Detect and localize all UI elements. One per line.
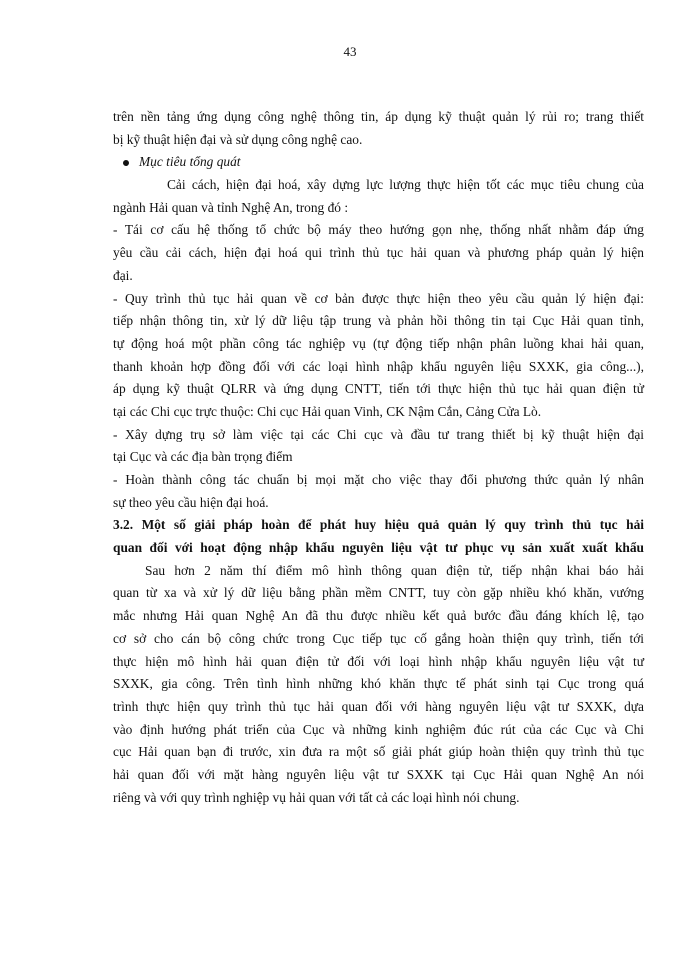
text-line: ngành Hải quan và tỉnh Nghệ An, trong đó : bbox=[113, 199, 349, 215]
list-item-line: yêu cầu cải cách, hiện đại hoá qui trình thủ tục hải quan và phương pháp quản lý hiện bbox=[113, 245, 644, 261]
list-item-line: - Xây dựng trụ sở làm việc tại các Chi cục và đầu tư trang thiết bị kỹ thuật hiện đại bbox=[113, 426, 644, 442]
objective-heading-text: Mục tiêu tổng quát bbox=[139, 154, 241, 170]
paragraph-line: Sau hơn 2 năm thí điểm mô hình thông quan điện tử, tiếp nhận khai báo hải bbox=[145, 562, 644, 578]
paragraph-line: vào định hướng phát triển của Cục và những kinh nghiệm đúc rút của các Cục và Chi bbox=[113, 721, 644, 737]
paragraph-line: quan từ xa và xử lý dữ liệu bằng phần mềm CNTT, tuy còn gặp nhiều khó khăn, vướng bbox=[113, 585, 644, 601]
list-item-line: tại Cục và các địa bàn trọng điểm bbox=[113, 449, 293, 465]
list-item-line: tiếp nhận thông tin, xử lý dữ liệu tập trung và phản hồi thông tin tại Cục Hải quan tỉnh, bbox=[113, 313, 644, 329]
list-item-line: sự theo yêu cầu hiện đại hoá. bbox=[113, 494, 269, 510]
text-line: bị kỹ thuật hiện đại và sử dụng công nghệ cao. bbox=[113, 131, 363, 147]
document-body bbox=[113, 106, 644, 809]
list-item-line: đại. bbox=[113, 267, 133, 283]
paragraph-line: hải quan đối với mặt hàng nguyên liệu vật tư SXXK tại Cục Hải quan Nghệ An nói bbox=[113, 766, 644, 782]
paragraph-line: trình thực hiện quy trình thủ tục hải quan đối với hàng nguyên liệu vật tư SXXK, dựa bbox=[113, 698, 644, 714]
list-item-line: - Tái cơ cấu hệ thống tổ chức bộ máy theo hướng gọn nhẹ, thống nhất nhằm đáp ứng bbox=[113, 222, 644, 238]
paragraph-line: cơ sở cho cán bộ công chức trong Cục tiếp tục cố gắng hoàn thiện quy trình, tiến tới bbox=[113, 630, 644, 646]
section-heading: 3.2. Một số giải pháp hoàn để phát huy hiệu quả quản lý quy trình thủ tục hải bbox=[113, 517, 644, 533]
list-item-line: - Quy trình thủ tục hải quan về cơ bản được thực hiện theo yêu cầu quản lý hiện đại: bbox=[113, 290, 644, 306]
list-item-line: tại các Chi cục trực thuộc: Chi cục Hải quan Vinh, CK Nậm Cắn, Cảng Cửa Lò. bbox=[113, 403, 542, 419]
paragraph-line: SXXK, gia công. Trên tình hình những khó khăn thực tế phát sinh tại Cục trong quá bbox=[113, 676, 644, 692]
bullet-icon bbox=[123, 160, 129, 166]
list-item-line: thanh khoản hợp đồng đối với các loại hình nhập khẩu nguyên liệu SXXK, gia công...), bbox=[113, 358, 644, 374]
paragraph-line: mắc nhưng Hải quan Nghệ An đã thu được nhiều kết quả bước đầu đáng khích lệ, tạo bbox=[113, 608, 644, 624]
section-heading: quan đối với hoạt động nhập khẩu nguyên liệu vật tư phục vụ sản xuất xuất khẩu bbox=[113, 540, 644, 556]
text-line: Cải cách, hiện đại hoá, xây dựng lực lượng thực hiện tốt các mục tiêu chung của bbox=[167, 177, 644, 193]
list-item-line: tự động hoá một phần công tác nghiệp vụ (tự động tiếp nhận phân luồng khai hải quan, bbox=[113, 335, 644, 351]
objective-heading bbox=[113, 151, 644, 174]
paragraph-line: cục Hải quan bạn đi trước, xin đưa ra một số giải phát giúp hoàn thiện quy trình thủ tục bbox=[113, 744, 644, 760]
list-item-line: áp dụng kỹ thuật QLRR và ứng dụng CNTT, tiến tới thực hiện thủ tục hải quan điện tử bbox=[113, 381, 644, 397]
paragraph-line: thực hiện mô hình hải quan điện tử đối với loại hình nhập khẩu nguyên liệu vật tư bbox=[113, 653, 644, 669]
text-line: trên nền tảng ứng dụng công nghệ thông tin, áp dụng kỹ thuật quản lý rủi ro; trang thiết bbox=[113, 109, 644, 124]
page-number: 43 bbox=[343, 44, 357, 59]
list-item-line: - Hoàn thành công tác chuẩn bị mọi mặt cho việc thay đổi phương thức quản lý nhân bbox=[113, 472, 644, 487]
paragraph-line: riêng và với quy trình nghiệp vụ hải quan với tất cả các loại hình nói chung. bbox=[113, 789, 520, 805]
